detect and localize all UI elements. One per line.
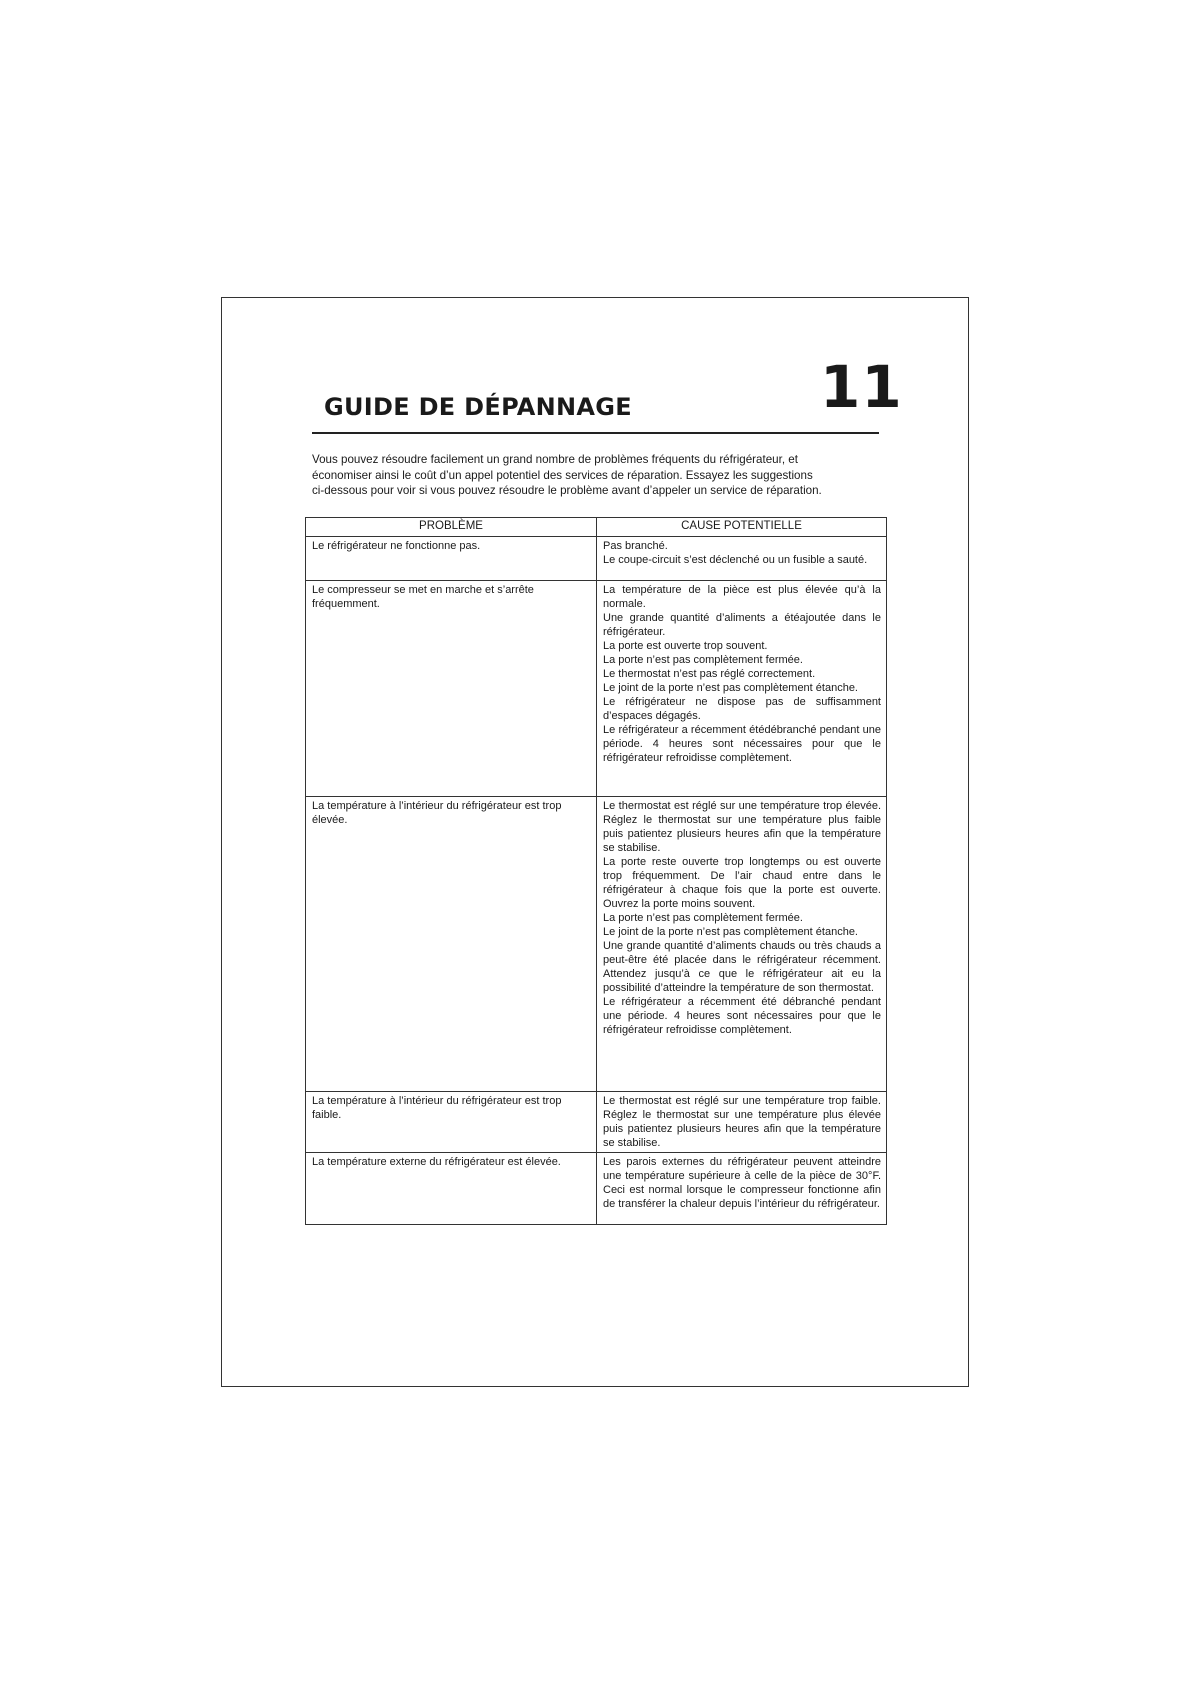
intro-paragraph xyxy=(312,452,897,499)
table-row xyxy=(306,1153,887,1225)
table-row xyxy=(306,797,887,1092)
cause-cell xyxy=(597,1092,887,1153)
cause-item: Une grande quantité d’aliments a étéajoutée dans le réfrigérateur. xyxy=(603,612,881,638)
intro-line: économiser ainsi le coût d’un appel potentiel des services de réparation. Essayez les suggestions xyxy=(312,468,813,482)
title-divider xyxy=(312,432,879,434)
header-problem: PROBLÈME xyxy=(306,518,597,537)
problem-cell: Le réfrigérateur ne fonctionne pas. xyxy=(306,537,597,581)
cause-cell xyxy=(597,797,887,1092)
cause-cell xyxy=(597,1153,887,1225)
troubleshooting-table xyxy=(305,517,887,1225)
page-number: 11 xyxy=(820,353,903,421)
cause-item: Le coupe-circuit s’est déclenché ou un fusible a sauté. xyxy=(603,554,868,566)
cause-cell xyxy=(597,581,887,797)
cause-item: La température de la pièce est plus élevée qu’à la normale. xyxy=(603,584,881,610)
problem-cell: Le compresseur se met en marche et s’arrête fréquemment. xyxy=(306,581,597,797)
cause-item: La porte reste ouverte trop longtemps ou est ouverte trop fréquemment. De l’air chaud entre dans le réfrigérateur à chaque fois que la porte est ouverte. Ouvrez la porte moins souvent. xyxy=(603,856,881,910)
cause-item: Le réfrigérateur ne dispose pas de suffisamment d’espaces dégagés. xyxy=(603,696,881,722)
cause-item: Pas branché. xyxy=(603,540,668,552)
table-row xyxy=(306,1092,887,1153)
cause-item: La porte n’est pas complètement fermée. xyxy=(603,654,803,666)
intro-line: ci-dessous pour voir si vous pouvez résoudre le problème avant d’appeler un service de réparation. xyxy=(312,484,822,497)
table-header-row xyxy=(306,518,887,537)
problem-cell: La température externe du réfrigérateur est élevée. xyxy=(306,1153,597,1225)
cause-item: Le joint de la porte n’est pas complètement étanche. xyxy=(603,682,858,694)
cause-item: Le réfrigérateur a récemment étédébranché pendant une période. 4 heures sont nécessaires pour que le réfrigérateur refroidisse complètement. xyxy=(603,724,881,764)
problem-cell: La température à l’intérieur du réfrigérateur est trop élevée. xyxy=(306,797,597,1092)
cause-item: Le thermostat n’est pas réglé correctement. xyxy=(603,668,816,680)
cause-item: La porte n’est pas complètement fermée. xyxy=(603,912,803,924)
cause-item: Une grande quantité d’aliments chauds ou très chauds a peut-être été placée dans le réfrigérateur récemment. Attendez jusqu’à ce que le réfrigérateur ait eu la possibilité d’atteindre la température de son thermostat. xyxy=(603,940,881,994)
cause-item: Le joint de la porte n’est pas complètement étanche. xyxy=(603,926,858,938)
cause-item: Le thermostat est réglé sur une température trop élevée. Réglez le thermostat sur une température plus faible puis patientez plusieurs heures afin que la température se stabilise. xyxy=(603,800,881,854)
cause-cell xyxy=(597,537,887,581)
intro-line: Vous pouvez résoudre facilement un grand nombre de problèmes fréquents du réfrigérateur, et xyxy=(312,453,798,466)
cause-item: Le réfrigérateur a récemment été débranché pendant une période. 4 heures sont nécessaires pour que le réfrigérateur refroidisse complètement. xyxy=(603,996,881,1036)
page-title: GUIDE DE DÉPANNAGE xyxy=(324,393,632,421)
problem-cell: La température à l’intérieur du réfrigérateur est trop faible. xyxy=(306,1092,597,1153)
header-cause: CAUSE POTENTIELLE xyxy=(597,518,887,537)
cause-item: Le thermostat est réglé sur une température trop faible. Réglez le thermostat sur une température plus élevée puis patientez plusieurs heures afin que la température se stabilise. xyxy=(603,1095,881,1149)
table-row xyxy=(306,537,887,581)
table-row xyxy=(306,581,887,797)
cause-item: La porte est ouverte trop souvent. xyxy=(603,640,768,652)
cause-item: Les parois externes du réfrigérateur peuvent atteindre une température supérieure à celle de la pièce de 30°F. Ceci est normal lorsque le compresseur fonctionne afin de transférer la chaleur depuis l’intérieur du réfrigérateur. xyxy=(603,1156,881,1210)
